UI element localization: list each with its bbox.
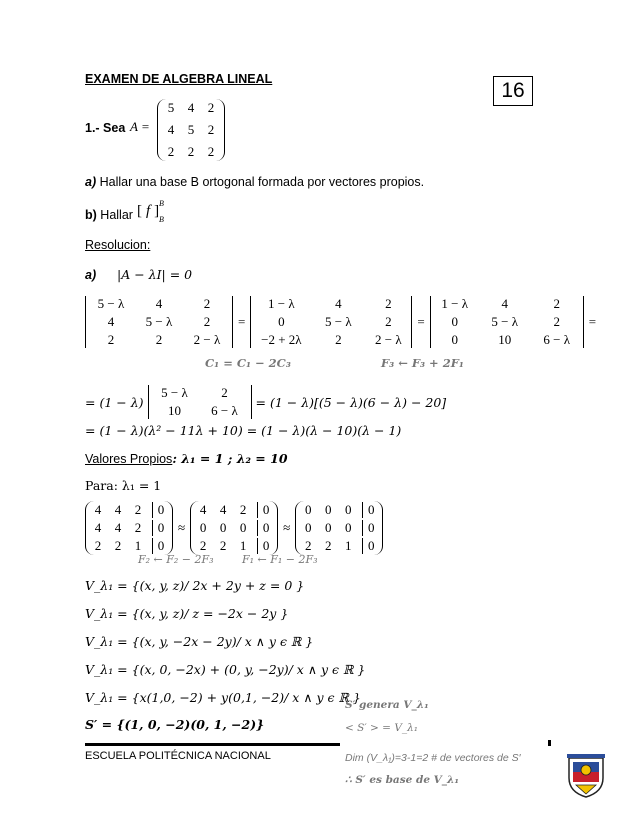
augmented-matrix-2 <box>190 501 278 555</box>
matrix-cell: 2 <box>325 538 332 553</box>
matrix-cell: 4 <box>199 502 207 517</box>
matrix-cell: 0 <box>219 520 227 535</box>
matrix-cell: 0 <box>325 502 332 517</box>
note-dimension: Dim (V_λ₁)=3-1=2 # de vectores de S′ <box>345 752 521 764</box>
matrix-cell: 0 <box>451 314 458 329</box>
matrix-cell: 0 <box>152 502 166 518</box>
matrix-cell: 0 <box>257 538 271 554</box>
augmented-row: 4 4 2 0 4 4 2 0 2 2 1 0 ≈ 4 4 2 0 0 0 0 0 2 2 1 0 ≈ 0 0 0 0 0 0 0 0 2 2 1 0 <box>85 501 383 555</box>
matrix-cell: 0 <box>305 502 312 517</box>
matrix-cell: 4 <box>94 502 102 517</box>
matrix-cell: 0 <box>257 520 271 536</box>
eigenspace-line: V_λ₁ = {(x, 0, −2x) + (0, y, −2y)/ x ∧ y ϵ ℝ } <box>85 662 366 677</box>
matrix-cell: 2 − λ <box>193 332 221 347</box>
matrix-a <box>157 99 225 161</box>
matrix-cell: 1 <box>134 538 142 553</box>
school-seal-logo <box>565 752 607 798</box>
page-number: 16 <box>493 76 533 106</box>
matrix-cell: 4 <box>219 502 227 517</box>
matrix-cell: 0 <box>325 520 332 535</box>
eigenspace-line: V_λ₁ = {(x, y, −2x − 2y)/ x ∧ y ϵ ℝ } <box>85 634 314 649</box>
matrix-cell: 6 − λ <box>211 403 238 418</box>
part-b-expression: [ f ] <box>137 203 160 219</box>
matrix-cell: 2 <box>187 144 195 159</box>
operation-f3: F₃ ← F₃ + 2F₁ <box>381 356 464 370</box>
solution-a-label: a) <box>85 268 97 282</box>
characteristic-equation: |A − λI| = 0 <box>117 267 193 282</box>
matrix-cell: 2 <box>553 314 560 329</box>
matrix-cell: 0 <box>152 538 166 554</box>
matrix-cell: 2 <box>305 538 312 553</box>
determinant-1 <box>85 296 233 348</box>
matrix-cell: 0 <box>257 502 271 518</box>
eigenspace-line: V_λ₁ = {x(1,0, −2) + y(0,1, −2)/ x ∧ y ϵ ℝ } <box>85 690 361 705</box>
matrix-cell: 2 <box>207 122 215 137</box>
matrix-cell: 4 <box>94 520 102 535</box>
part-b-text: b) Hallar <box>85 208 133 222</box>
matrix-cell: 2 <box>134 520 142 535</box>
matrix-cell: 4 <box>501 296 508 311</box>
matrix-cell: 4 <box>187 100 195 115</box>
matrix-cell: 0 <box>362 502 376 518</box>
matrix-cell: 5 − λ <box>97 296 125 311</box>
matrix-cell: 5 <box>167 100 175 115</box>
part-b-subscript: B <box>159 215 164 224</box>
matrix-name: A = <box>130 119 150 134</box>
matrix-cell: 6 − λ <box>543 332 570 347</box>
resolution-heading: Resolucion: <box>85 238 151 252</box>
matrix-cell: 2 <box>155 332 163 347</box>
matrix-cell: 2 <box>203 296 211 311</box>
matrix-cell: 5 − λ <box>145 314 173 329</box>
matrix-cell: 2 <box>199 538 207 553</box>
matrix-cell: 4 <box>167 122 175 137</box>
matrix-cell: 5 − λ <box>325 314 352 329</box>
footer-text: ESCUELA POLITÉCNICA NACIONAL <box>85 750 271 762</box>
matrix-cell: −2 + 2λ <box>261 332 302 347</box>
matrix-cell: 1 − λ <box>268 296 295 311</box>
matrix-cell: 1 <box>345 538 352 553</box>
matrix-cell: 2 <box>167 144 175 159</box>
matrix-cell: 4 <box>114 520 122 535</box>
matrix-cell: 0 <box>239 520 247 535</box>
matrix-cell: 10 <box>168 403 181 418</box>
matrix-cell: 10 <box>498 332 512 347</box>
operation-c1: C₁ = C₁ − 2C₃ <box>205 356 291 370</box>
problem-label: 1.- Sea <box>85 121 126 135</box>
matrix-cell: 2 <box>221 385 228 400</box>
determinant-row: 5 − λ 4 2 4 5 − λ 2 2 2 2 − λ = 1 − λ 4 2 0 5 − λ 2 −2 + 2λ 2 2 − λ = 1 − λ 4 2 0 5 − λ 2 0 10 6 − λ = <box>85 296 601 348</box>
para-line: Para: λ₁ = 1 <box>85 478 162 493</box>
matrix-cell: 0 <box>345 520 352 535</box>
matrix-cell: 0 <box>278 314 285 329</box>
matrix-cell: 2 <box>114 538 122 553</box>
operation-f2: F₂ ← F₂ − 2F₃ <box>138 553 214 566</box>
note-basis: ∴ S′ es base de V_λ₁ <box>345 774 460 786</box>
matrix-cell: 0 <box>345 502 352 517</box>
matrix-cell: 4 <box>107 314 115 329</box>
matrix-cell: 0 <box>362 520 376 536</box>
note-span: < S′ > = V_λ₁ <box>345 722 419 734</box>
matrix-cell: 0 <box>199 520 207 535</box>
small-mark <box>548 740 551 746</box>
footer-rule <box>85 743 340 746</box>
matrix-cell: 2 <box>207 100 215 115</box>
matrix-cell: 5 <box>187 122 195 137</box>
matrix-cell: 2 <box>134 502 142 517</box>
matrix-cell: 2 <box>219 538 227 553</box>
exam-title: EXAMEN DE ALGEBRA LINEAL <box>85 72 273 86</box>
matrix-cell: 0 <box>451 332 458 347</box>
matrix-cell: 2 <box>239 502 247 517</box>
matrix-cell: 1 <box>239 538 247 553</box>
augmented-matrix-1 <box>85 501 173 555</box>
augmented-matrix-3 <box>295 501 383 555</box>
eigenspace-line: V_λ₁ = {(x, y, z)/ z = −2x − 2y } <box>85 606 289 621</box>
eigenspace-line: V_λ₁ = {(x, y, z)/ 2x + 2y + z = 0 } <box>85 578 305 593</box>
note-generates: S′ genera V_λ₁ <box>345 699 429 711</box>
step-1: = (1 − λ) 5 − λ 2 10 6 − λ = (1 − λ)[(5 − λ)(6 − λ) − 20] <box>85 385 447 418</box>
part-a-text: a) Hallar una base B ortogonal formada por vectores propios. <box>85 175 425 189</box>
matrix-cell: 4 <box>155 296 163 311</box>
matrix-cell: 2 <box>203 314 211 329</box>
matrix-cell: 5 − λ <box>491 314 518 329</box>
matrix-cell: 0 <box>152 520 166 536</box>
eigenvalues-line: Valores Propios: λ₁ = 1 ; λ₂ = 10 <box>85 451 288 466</box>
matrix-cell: 0 <box>362 538 376 554</box>
matrix-cell: 2 <box>385 314 392 329</box>
determinant-3 <box>430 296 584 348</box>
matrix-cell: 2 <box>335 332 342 347</box>
basis-s-prime: S′ = {(1, 0, −2)(0, 1, −2)} <box>85 717 265 732</box>
part-b-superscript: B <box>159 199 164 208</box>
matrix-cell: 2 <box>94 538 102 553</box>
operation-f1: F₁ ← F₁ − 2F₃ <box>242 553 318 566</box>
matrix-cell: 2 <box>385 296 392 311</box>
determinant-2 <box>250 296 412 348</box>
determinant-4 <box>148 385 252 419</box>
matrix-cell: 2 − λ <box>375 332 402 347</box>
matrix-cell: 4 <box>114 502 122 517</box>
matrix-cell: 2 <box>107 332 115 347</box>
matrix-cell: 1 − λ <box>441 296 468 311</box>
matrix-cell: 2 <box>553 296 560 311</box>
matrix-cell: 0 <box>305 520 312 535</box>
matrix-cell: 2 <box>207 144 215 159</box>
matrix-cell: 5 − λ <box>161 385 188 400</box>
step-2: = (1 − λ)(λ² − 11λ + 10) = (1 − λ)(λ − 10)(λ − 1) <box>85 423 402 438</box>
matrix-cell: 4 <box>335 296 342 311</box>
